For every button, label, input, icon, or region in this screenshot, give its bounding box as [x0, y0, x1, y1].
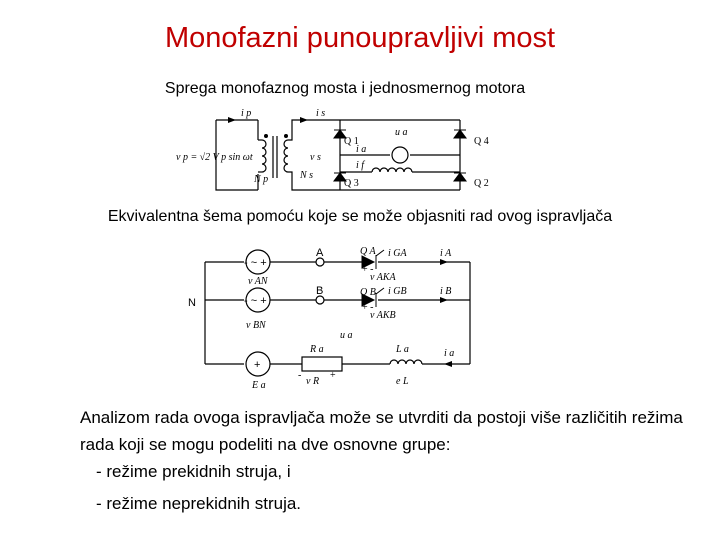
- label-qa: Q A: [360, 246, 376, 257]
- label-el: e L: [396, 376, 409, 387]
- vakb-sign: + -: [362, 302, 374, 313]
- label-vaka: v AKA: [370, 272, 396, 283]
- label-van: v AN: [248, 276, 268, 287]
- vr-sign-plus: +: [330, 370, 336, 381]
- label-q2: Q 2: [474, 178, 489, 189]
- label-ua: u a: [340, 330, 353, 341]
- slide-title: Monofazni punoupravljivi most: [164, 22, 556, 54]
- vaka-sign: + -: [362, 264, 374, 275]
- label-q3: Q 3: [344, 178, 359, 189]
- label-q1: Q 1: [344, 136, 359, 147]
- label-vr: v R: [306, 376, 320, 387]
- label-q4: Q 4: [474, 136, 489, 147]
- node-a: A: [316, 247, 324, 259]
- vr-sign-minus: -: [298, 370, 302, 381]
- analysis-paragraph: Analizom rada ovoga ispravljača može se utvrditi da postoji više različitih režima rada koji se mogu podeliti na dve osnovne grupe:: [80, 408, 683, 454]
- label-vakb: v AKB: [370, 310, 396, 321]
- label-vbn: v BN: [246, 320, 266, 331]
- label-ns: N s: [300, 170, 314, 181]
- label-is: i s: [316, 108, 326, 119]
- label-vp: v p = √2 V p sin ωt: [176, 152, 253, 163]
- label-ia: i a: [356, 144, 367, 155]
- vsrc-e-sign: +: [254, 359, 261, 371]
- label-vs: v s: [310, 152, 321, 163]
- label-qb: Q B: [360, 287, 376, 298]
- label-np: N p: [254, 174, 269, 185]
- label-la: L a: [396, 344, 409, 355]
- label-ia-branch: i A: [440, 248, 452, 259]
- label-ra: R a: [310, 344, 324, 355]
- vsrc-b-sign: - ~ +: [244, 295, 267, 307]
- label-ib-branch: i B: [440, 286, 452, 297]
- label-iga: i GA: [388, 248, 407, 259]
- bullet-continuous: - režime neprekidnih struja.: [96, 494, 302, 513]
- label-ip: i p: [241, 108, 252, 119]
- bullet-discontinuous: - režime prekidnih struja, i: [96, 462, 291, 481]
- label-ua: u a: [395, 127, 408, 138]
- label-igb: i GB: [388, 286, 407, 297]
- node-b: B: [316, 285, 324, 297]
- circuit-subtitle: Sprega monofaznog mosta i jednosmernog motora: [164, 80, 526, 97]
- equivalent-title: Ekvivalentna šema pomoću koje se može objasniti rad ovog ispravljača: [107, 208, 613, 225]
- node-n: N: [188, 297, 196, 309]
- label-ea: E a: [252, 380, 266, 391]
- label-if: i f: [356, 160, 365, 171]
- label-ia: i a: [444, 348, 455, 359]
- vsrc-a-sign: - ~ +: [244, 257, 267, 269]
